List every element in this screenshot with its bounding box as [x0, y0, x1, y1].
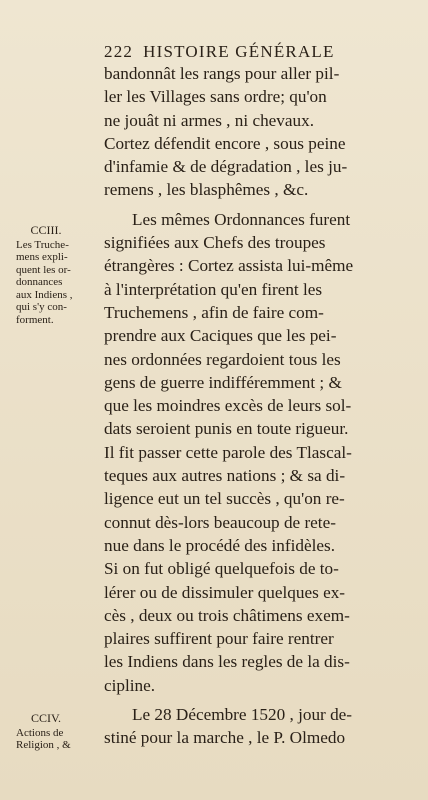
margin-note-ref: CCIII. — [30, 223, 62, 237]
margin-note-line: Actions de — [16, 726, 64, 739]
text-line: Si on fut obligé quelquefois de to- — [104, 559, 339, 579]
margin-note-cciv — [16, 712, 104, 752]
text-line: plaires suffirent pour faire rentrer — [104, 629, 334, 649]
text-line: nue dans le procédé des infidèles. — [104, 535, 335, 555]
margin-note-line: Religion , & — [16, 739, 71, 751]
text-line: que les moindres excès de leurs sol- — [104, 396, 352, 416]
text-line: prendre aux Caciques que les pei- — [104, 326, 337, 346]
text-line: remens , les blasphêmes , &c. — [104, 180, 309, 200]
margin-note-ref: CCIV. — [30, 711, 62, 725]
text-line: ne jouât ni armes , ni chevaux. — [104, 110, 315, 130]
text-line: cès , deux ou trois châtimens exem- — [104, 605, 350, 625]
page-number: 222 — [104, 42, 134, 61]
text-line: nes ordonnées regardoient tous les — [104, 349, 341, 369]
margin-note-line: quent les or- — [16, 263, 71, 276]
body-text — [104, 62, 414, 750]
text-line: teques aux autres nations ; & sa di- — [104, 466, 346, 486]
text-line: connut dès-lors beaucoup de rete- — [104, 512, 336, 532]
margin-note-line: Les Truche- — [16, 238, 69, 251]
text-line: lérer ou de dissimuler quelques ex- — [104, 582, 346, 602]
text-line: étrangères : Cortez assista lui-même — [104, 256, 354, 276]
running-title: HISTOIRE GÉNÉRALE — [143, 42, 335, 61]
text-line: Truchemens , afin de faire com- — [104, 302, 324, 322]
text-line: gens de guerre indifféremment ; & — [104, 372, 342, 392]
text-line: ler les Villages sans ordre; qu'on — [104, 87, 327, 107]
margin-note-cciii — [16, 224, 104, 326]
text-line: ligence eut un tel succès , qu'on re- — [104, 489, 345, 509]
text-line: Il fit passer cette parole des Tlascal- — [104, 442, 352, 462]
margin-note-line: qui s'y con- — [16, 301, 67, 313]
text-line: signifiées aux Chefs des troupes — [104, 233, 326, 253]
text-line: d'infamie & de dégradation , les ju- — [104, 157, 348, 177]
text-line: bandonnât les rangs pour aller pil- — [104, 64, 340, 83]
text-line: Le 28 Décembre 1520 , jour de- — [132, 705, 353, 725]
margin-note-line: mens expli- — [16, 251, 68, 263]
running-header — [104, 42, 414, 62]
text-line: stiné pour la marche , le P. Olmedo — [104, 728, 346, 748]
text-line: à l'interprétation qu'en firent les — [104, 279, 323, 299]
margin-note-line: aux Indiens , — [16, 288, 73, 301]
margin-note-line: donnances — [16, 276, 63, 288]
text-line: cipline. — [104, 675, 156, 695]
text-line: dats seroient punis en toute rigueur. — [104, 419, 349, 439]
margin-note-line: forment. — [16, 313, 54, 326]
text-line: Cortez défendit encore , sous peine — [104, 133, 346, 153]
text-line: les Indiens dans les regles de la dis- — [104, 652, 350, 672]
text-line: Les mêmes Ordonnances furent — [132, 209, 351, 229]
